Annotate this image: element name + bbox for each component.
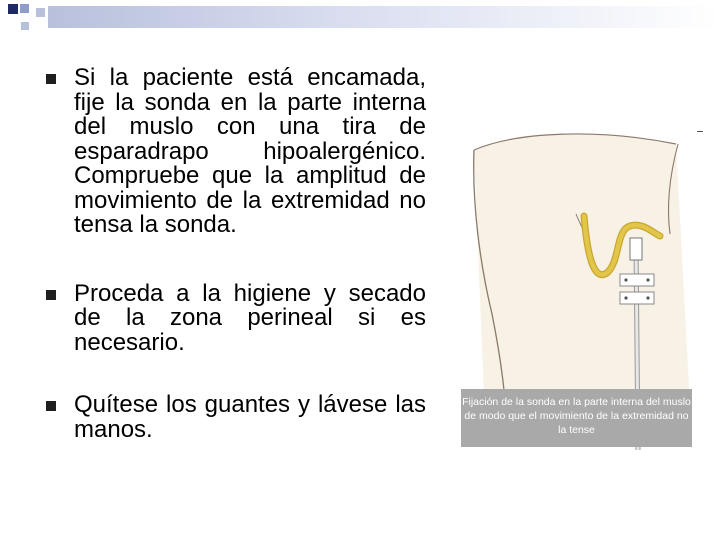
bullet-text: Quítese los guantes y lávese las manos.	[74, 391, 426, 443]
bullet-item	[44, 66, 426, 238]
bullet-item	[44, 393, 426, 442]
bullet-text: Proceda a la higiene y secado de la zona perineal si es necesario.	[74, 279, 426, 356]
bullet-text: Si la paciente está encamada, fije la sonda en la parte interna del muslo con una tira de esparadrapo hipoalergénico. Compruebe que la amplitud de movimiento de la extremidad no tensa la sonda.	[74, 64, 426, 238]
catheter-connector	[630, 238, 642, 260]
figure-caption: Fijación de la sonda en la parte interna del muslo de modo que el movimiento de la extremidad no la tense	[462, 396, 691, 436]
bullet-item	[44, 279, 426, 356]
header-band	[0, 0, 720, 32]
corner-dash-mark	[697, 131, 703, 132]
ornament-square-medium	[36, 8, 45, 17]
header-gradient-bar	[48, 6, 720, 28]
square-bullet-icon	[46, 401, 56, 411]
ornament-square-dark	[8, 4, 18, 14]
square-bullet-icon	[46, 74, 56, 84]
ornament-square-light	[20, 4, 29, 13]
bullet-list	[44, 66, 426, 442]
square-bullet-icon	[46, 290, 56, 300]
figure-caption-box	[461, 389, 692, 447]
ornament-square-small	[21, 22, 29, 30]
